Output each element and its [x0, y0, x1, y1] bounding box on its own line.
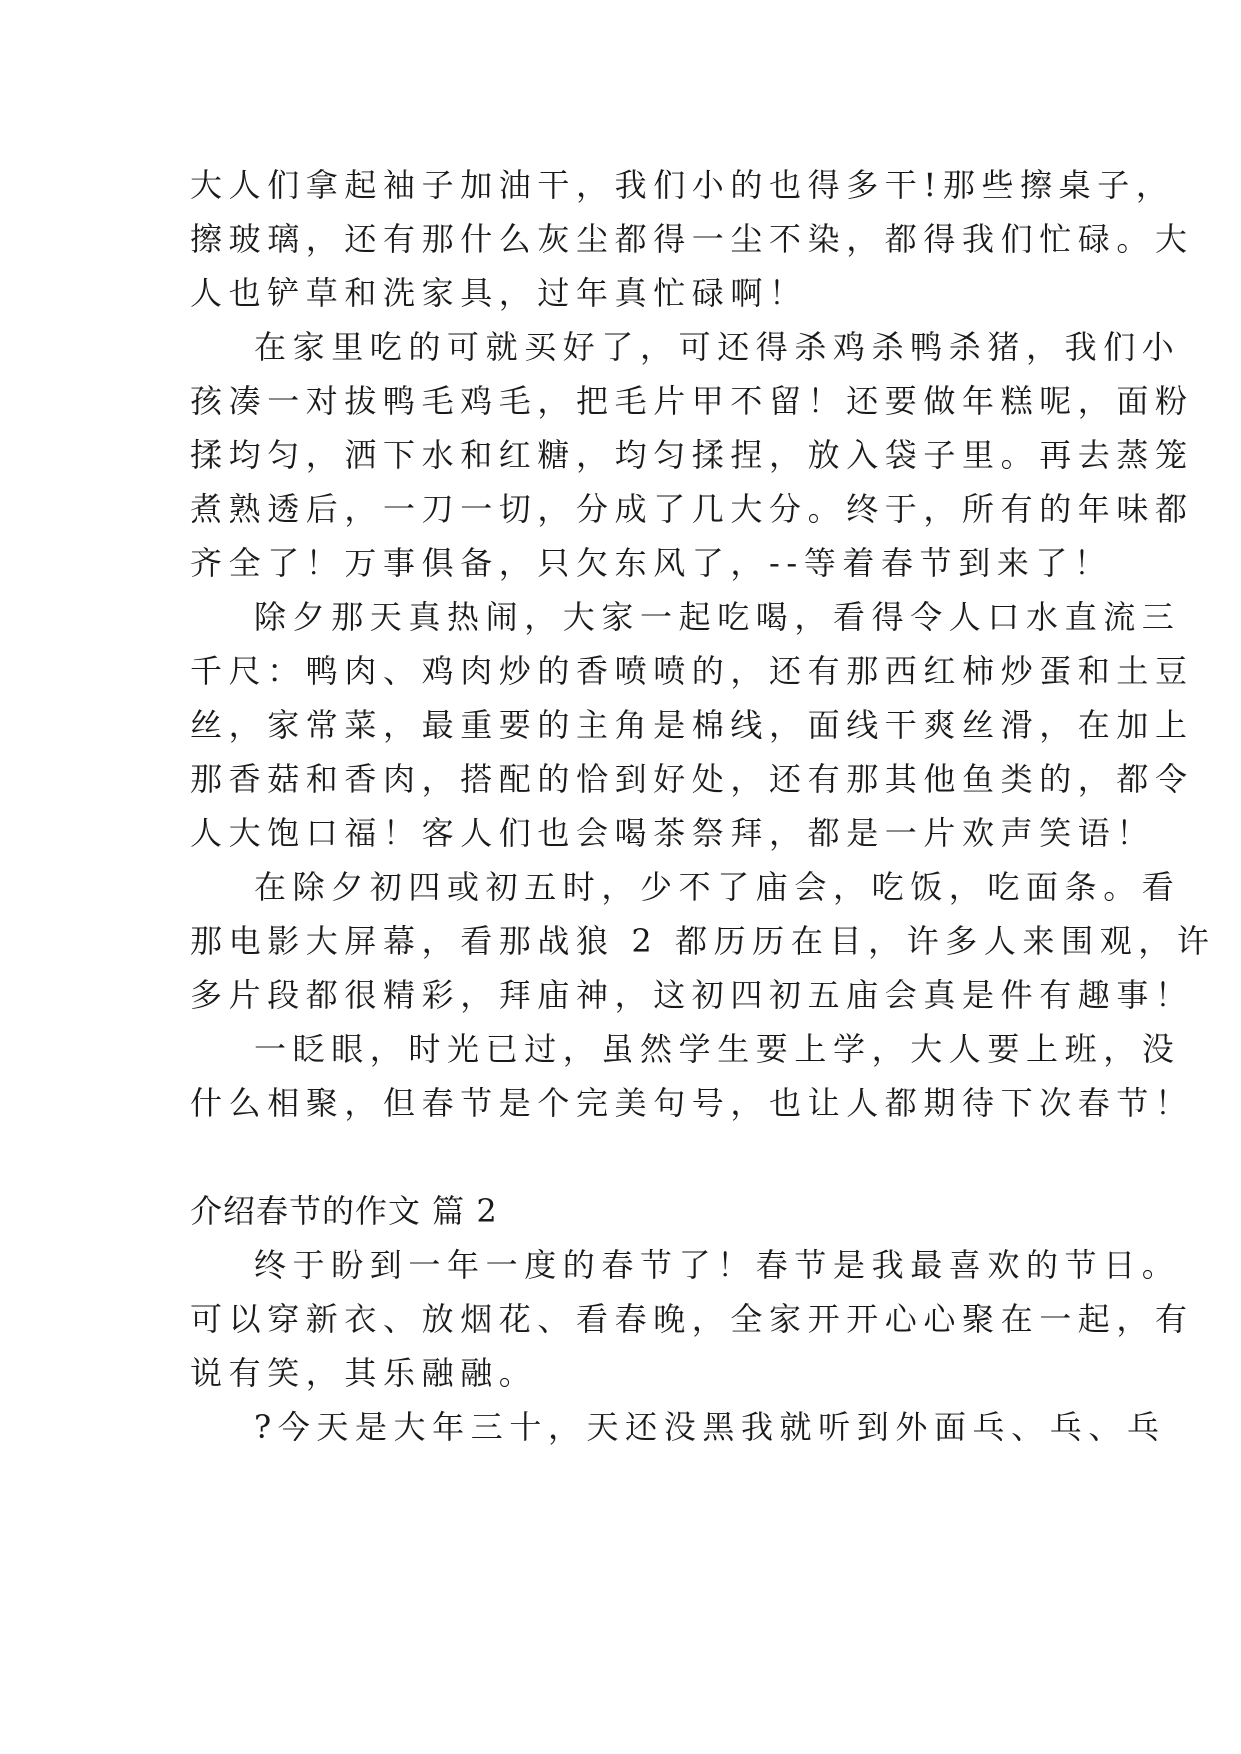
text-line: 孩凑一对拔鸭毛鸡毛，把毛片甲不留！还要做年糕呢，面粉: [190, 382, 1194, 420]
text-line: 千尺：鸭肉、鸡肉炒的香喷喷的，还有那西红柿炒蛋和土豆: [190, 652, 1194, 690]
text-line: 那香菇和香肉，搭配的恰到好处，还有那其他鱼类的，都令: [190, 760, 1194, 798]
paragraph-start: 在除夕初四或初五时，少不了庙会，吃饭，吃面条。看: [254, 868, 1181, 906]
text-line: 人也铲草和洗家具，过年真忙碌啊！: [190, 274, 808, 312]
text-line: 齐全了！万事俱备，只欠东风了，--等着春节到来了！: [190, 544, 1113, 582]
text-line: 丝，家常菜，最重要的主角是棉线，面线干爽丝滑，在加上: [190, 706, 1194, 744]
text-line: 煮熟透后，一刀一切，分成了几大分。终于，所有的年味都: [190, 490, 1194, 528]
paragraph-start: 除夕那天真热闹，大家一起吃喝，看得令人口水直流三: [254, 598, 1181, 636]
text-line: 那电影大屏幕，看那战狼 2 都历历在目，许多人来围观，许: [190, 922, 1216, 960]
text-line: 擦玻璃，还有那什么灰尘都得一尘不染，都得我们忙碌。大: [190, 220, 1194, 258]
text-line: 人大饱口福！客人们也会喝茶祭拜，都是一片欢声笑语！: [190, 814, 1156, 852]
text-line: 揉均匀，洒下水和红糖，均匀揉捏，放入袋子里。再去蒸笼: [190, 436, 1194, 474]
paragraph-start: ?今天是大年三十，天还没黑我就听到外面乓、乓、乓: [254, 1408, 1166, 1446]
paragraph-start: 在家里吃的可就买好了，可还得杀鸡杀鸭杀猪，我们小: [254, 328, 1181, 366]
text-line: 什么相聚，但春节是个完美句号，也让人都期待下次春节！: [190, 1084, 1194, 1122]
section-heading: 介绍春节的作文 篇 2: [190, 1192, 498, 1230]
text-line: 大人们拿起袖子加油干，我们小的也得多干!那些擦桌子，: [190, 166, 1175, 204]
text-line: 可以穿新衣、放烟花、看春晚，全家开开心心聚在一起，有: [190, 1300, 1194, 1338]
paragraph-start: 一眨眼，时光已过，虽然学生要上学，大人要上班，没: [254, 1030, 1181, 1068]
paragraph-start: 终于盼到一年一度的春节了！春节是我最喜欢的节日。: [254, 1246, 1181, 1284]
text-line: 多片段都很精彩，拜庙神，这初四初五庙会真是件有趣事！: [190, 976, 1194, 1014]
text-line: 说有笑，其乐融融。: [190, 1354, 538, 1392]
